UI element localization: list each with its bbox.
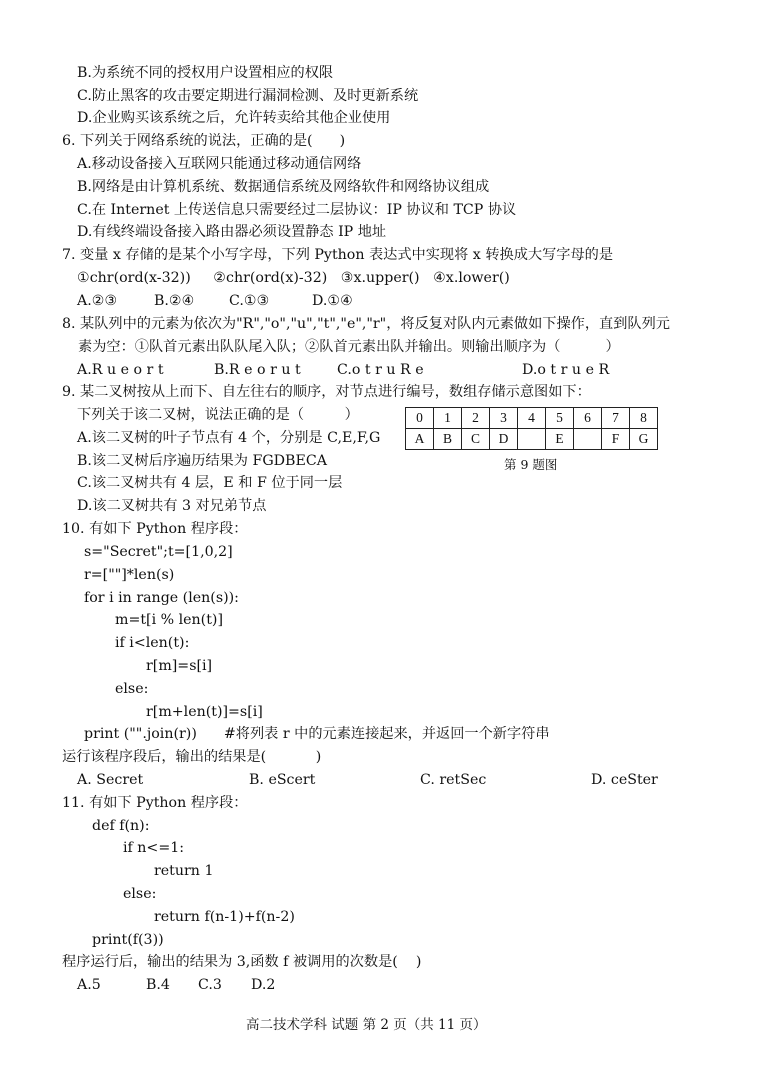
array-index-cell: 8 bbox=[630, 408, 658, 429]
q8-option-d: D.o t r u e R bbox=[522, 362, 610, 378]
q8-stem-line-2: 素为空：①队首元素出队队尾入队；②队首元素出队并输出。则输出顺序为（ ） bbox=[78, 339, 620, 355]
q7-items: ①chr(ord(x-32)) ②chr(ord(x)-32) ③x.upper() ④x.lower() bbox=[77, 270, 510, 286]
code-line: r=[""]*len(s) bbox=[84, 567, 175, 583]
q8-option-c: C.o t r u R e bbox=[337, 362, 424, 378]
array-value-cell: C bbox=[462, 429, 490, 450]
q11-option-d: D.2 bbox=[251, 977, 276, 993]
q6-option-a: A.移动设备接入互联网只能通过移动通信网络 bbox=[77, 156, 362, 172]
q7-option-a: A.②③ bbox=[77, 293, 118, 309]
array-value-cell: F bbox=[602, 429, 630, 450]
q9-array-table bbox=[405, 407, 658, 450]
array-index-cell: 4 bbox=[518, 408, 546, 429]
q10-option-c: C. retSec bbox=[420, 772, 487, 788]
q9-subquestion: 下列关于该二叉树，说法正确的是（ ） bbox=[77, 407, 359, 423]
array-index-cell: 0 bbox=[406, 408, 434, 429]
q9-option-a: A.该二叉树的叶子节点有 4 个，分别是 C,E,F,G bbox=[77, 430, 381, 446]
code-line: if n<=1: bbox=[123, 840, 185, 856]
q8-stem-line-1: 8. 某队列中的元素为依次为"R","o","u","t","e","r"，将反复对队内元素做如下操作，直到队列元 bbox=[62, 316, 670, 332]
q8-option-a: A.R u e o r t bbox=[77, 362, 164, 378]
array-value-cell bbox=[518, 429, 546, 450]
code-line: return f(n-1)+f(n-2) bbox=[154, 909, 295, 925]
q9-figure-caption: 第 9 题图 bbox=[504, 457, 558, 472]
code-line: if i<len(t): bbox=[115, 635, 190, 651]
array-index-cell: 3 bbox=[490, 408, 518, 429]
array-value-cell: A bbox=[406, 429, 434, 450]
q10-option-d: D. ceSter bbox=[591, 772, 658, 788]
array-value-cell: B bbox=[434, 429, 462, 450]
page-footer: 高二技术学科 试题 第 2 页（共 11 页） bbox=[246, 1017, 487, 1033]
q10-question: 运行该程序段后，输出的结果是( ) bbox=[62, 749, 322, 765]
q10-option-a: A. Secret bbox=[77, 772, 144, 788]
code-line: return 1 bbox=[154, 863, 214, 879]
q6-option-d: D.有线终端设备接入路由器必须设置静态 IP 地址 bbox=[77, 224, 387, 240]
q11-option-c: C.3 bbox=[198, 977, 222, 993]
code-line: else: bbox=[123, 886, 157, 902]
q9-option-d: D.该二叉树共有 3 对兄弟节点 bbox=[77, 498, 267, 514]
q7-option-d: D.①④ bbox=[312, 293, 353, 309]
q9-option-b: B.该二叉树后序遍历结果为 FGDBECA bbox=[77, 453, 327, 469]
q5-option-c: C.防止黑客的攻击要定期进行漏洞检测、及时更新系统 bbox=[77, 88, 419, 104]
q10-stem: 10. 有如下 Python 程序段： bbox=[62, 521, 248, 537]
array-value-row bbox=[406, 429, 658, 450]
code-line: r[m+len(t)]=s[i] bbox=[146, 704, 263, 720]
q6-stem: 6. 下列关于网络系统的说法，正确的是( ) bbox=[62, 133, 346, 149]
q9-option-c: C.该二叉树共有 4 层，E 和 F 位于同一层 bbox=[77, 475, 343, 491]
code-line: for i in range (len(s)): bbox=[84, 590, 239, 606]
code-line: m=t[i % len(t)] bbox=[115, 612, 223, 628]
array-index-cell: 1 bbox=[434, 408, 462, 429]
array-index-cell: 6 bbox=[574, 408, 602, 429]
code-line: r[m]=s[i] bbox=[146, 658, 213, 674]
code-line: def f(n): bbox=[92, 818, 150, 834]
q11-option-a: A.5 bbox=[77, 977, 101, 993]
q7-stem: 7. 变量 x 存储的是某个小写字母，下列 Python 表达式中实现将 x 转换成大写字母的是 bbox=[62, 247, 614, 263]
array-value-cell: D bbox=[490, 429, 518, 450]
q9-stem: 9. 某二叉树按从上而下、自左往右的顺序，对节点进行编号，数组存储示意图如下： bbox=[62, 384, 591, 400]
q11-stem: 11. 有如下 Python 程序段： bbox=[62, 795, 248, 811]
code-line: print ("".join(r)) #将列表 r 中的元素连接起来，并返回一个新字符串 bbox=[84, 726, 550, 742]
array-index-cell: 5 bbox=[546, 408, 574, 429]
array-index-cell: 2 bbox=[462, 408, 490, 429]
q11-option-b: B.4 bbox=[146, 977, 170, 993]
array-index-cell: 7 bbox=[602, 408, 630, 429]
array-value-cell bbox=[574, 429, 602, 450]
array-value-cell: E bbox=[546, 429, 574, 450]
q10-option-b: B. eScert bbox=[249, 772, 316, 788]
code-line: s="Secret";t=[1,0,2] bbox=[84, 544, 233, 560]
q5-option-b: B.为系统不同的授权用户设置相应的权限 bbox=[77, 65, 334, 81]
q6-option-b: B.网络是由计算机系统、数据通信系统及网络软件和网络协议组成 bbox=[77, 179, 490, 195]
q11-question: 程序运行后，输出的结果为 3,函数 f 被调用的次数是( ) bbox=[62, 954, 422, 970]
q8-option-b: B.R e o r u t bbox=[214, 362, 301, 378]
q6-option-c: C.在 Internet 上传送信息只需要经过二层协议：IP 协议和 TCP 协议 bbox=[77, 202, 517, 218]
q7-option-c: C.①③ bbox=[229, 293, 270, 309]
code-line: print(f(3)) bbox=[92, 932, 164, 948]
array-index-row bbox=[406, 408, 658, 429]
q5-option-d: D.企业购买该系统之后，允许转卖给其他企业使用 bbox=[77, 110, 391, 126]
code-line: else: bbox=[115, 681, 149, 697]
q7-option-b: B.②④ bbox=[154, 293, 195, 309]
array-value-cell: G bbox=[630, 429, 658, 450]
